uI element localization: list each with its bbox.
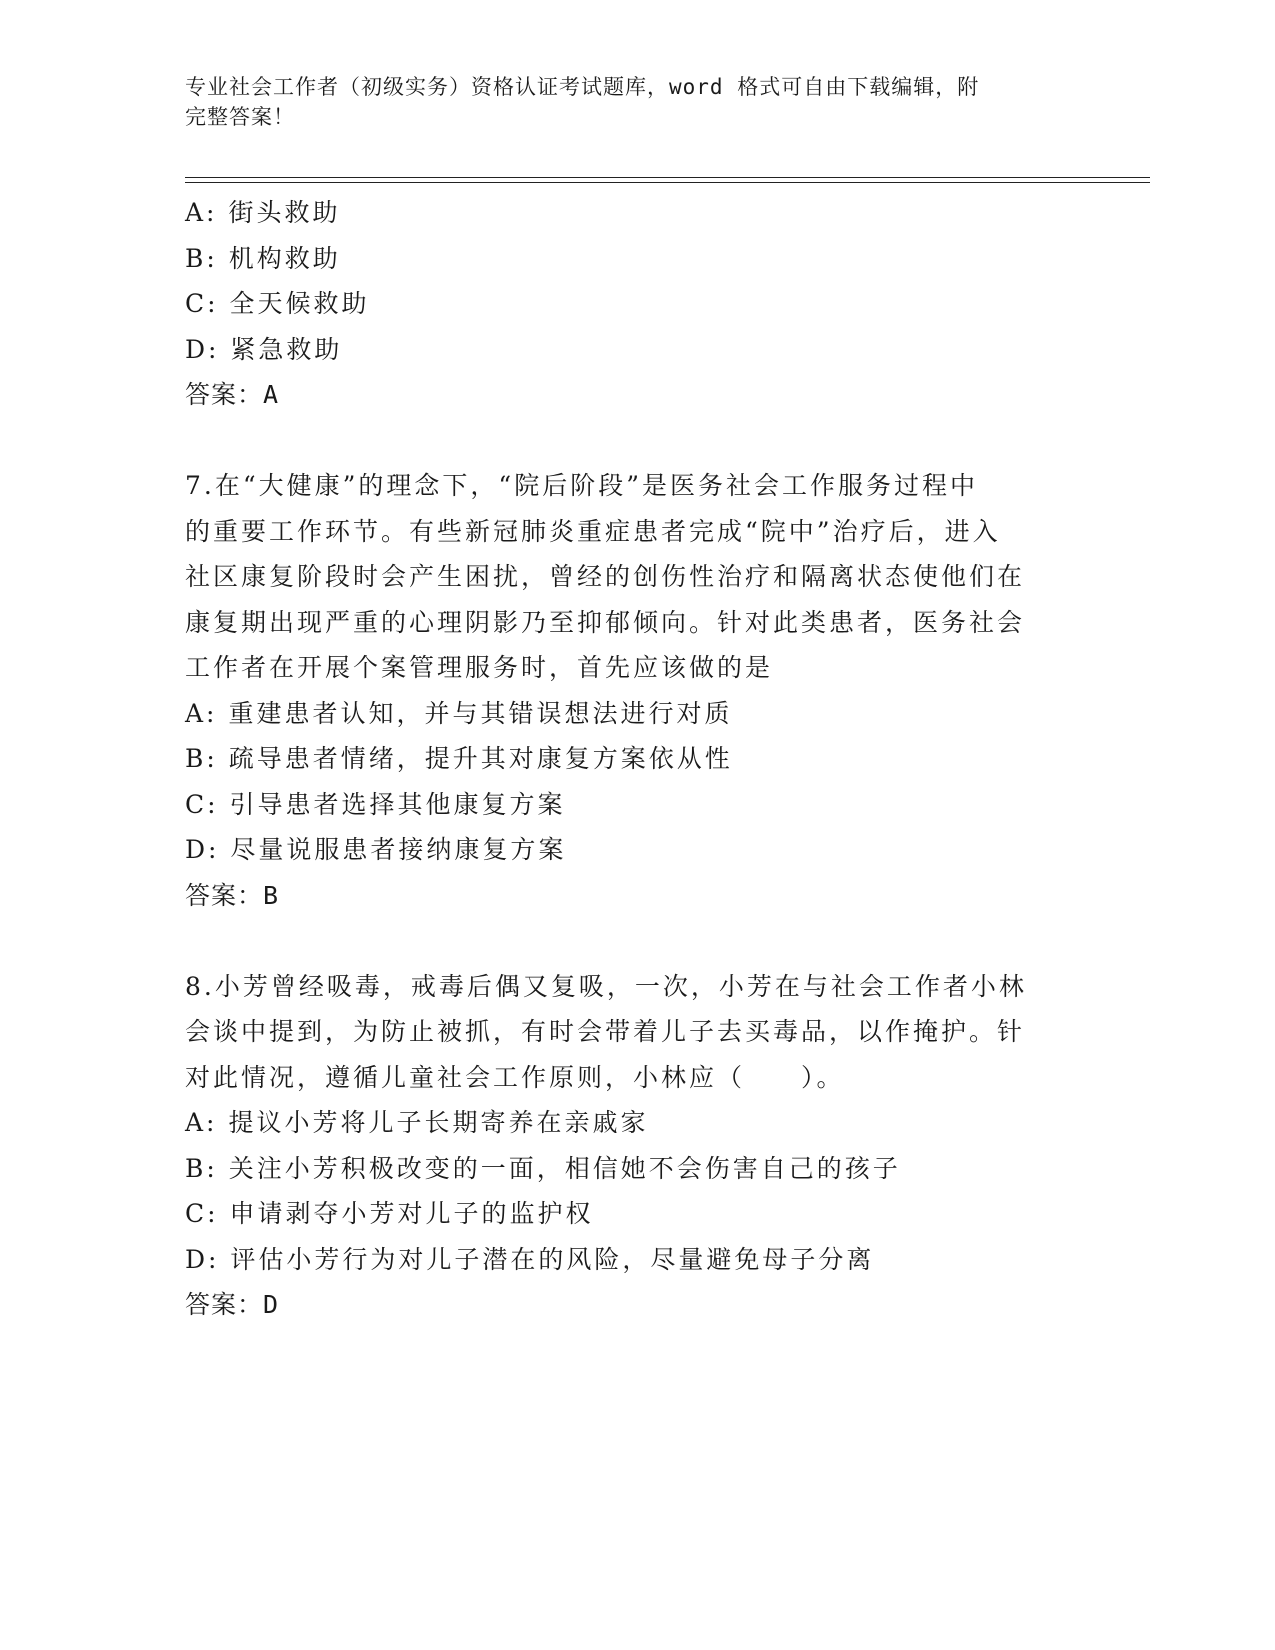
header-line-1: 专业社会工作者（初级实务）资格认证考试题库，word 格式可自由下载编辑，附 — [185, 75, 980, 99]
option-b: B: 机构救助 — [185, 243, 341, 273]
q8-option-c: C: 申请剥夺小芳对儿子的监护权 — [185, 1199, 594, 1228]
option-c: C: 全天候救助 — [185, 289, 370, 318]
question-8-line: 会谈中提到，为防止被抓，有时会带着儿子去买毒品，以作掩护。针 — [185, 1017, 1026, 1046]
option-a: A: 街头救助 — [185, 198, 341, 227]
page-header — [185, 72, 1065, 132]
question-8 — [185, 964, 1085, 1328]
prev-question-answer: 答案：A — [185, 380, 279, 409]
q8-option-b: B: 关注小芳积极改变的一面，相信她不会伤害自己的孩子 — [185, 1153, 901, 1183]
prev-question-options — [185, 190, 1085, 372]
question-7-line: 7.在“大健康”的理念下，“院后阶段”是医务社会工作服务过程中 — [185, 471, 978, 500]
option-d: D: 紧急救助 — [185, 334, 343, 364]
q7-option-b: B: 疏导患者情绪，提升其对康复方案依从性 — [185, 744, 733, 773]
question-7-line: 社区康复阶段时会产生困扰，曾经的创伤性治疗和隔离状态使他们在 — [185, 562, 1026, 591]
question-7 — [185, 463, 1085, 918]
question-8-line: 8.小芳曾经吸毒，戒毒后偶又复吸，一次，小芳在与社会工作者小林 — [185, 971, 1027, 1001]
q7-option-a: A: 重建患者认知，并与其错误想法进行对质 — [185, 698, 733, 728]
q7-option-d: D: 尽量说服患者接纳康复方案 — [185, 835, 567, 864]
q8-option-d: D: 评估小芳行为对儿子潜在的风险，尽量避免母子分离 — [185, 1244, 875, 1274]
question-7-line: 的重要工作环节。有些新冠肺炎重症患者完成“院中”治疗后，进入 — [185, 516, 1001, 546]
header-divider-bottom — [185, 182, 1150, 183]
question-8-line: 对此情况，遵循儿童社会工作原则，小林应（ ）。 — [185, 1062, 845, 1092]
question-7-line: 工作者在开展个案管理服务时，首先应该做的是 — [185, 653, 774, 682]
header-line-2: 完整答案！ — [185, 105, 295, 129]
header-divider-top — [185, 177, 1150, 178]
q7-answer: 答案：B — [185, 880, 279, 910]
q8-answer: 答案：D — [185, 1290, 279, 1319]
q7-option-c: C: 引导患者选择其他康复方案 — [185, 789, 566, 819]
question-7-line: 康复期出现严重的心理阴影乃至抑郁倾向。针对此类患者，医务社会 — [185, 607, 1026, 637]
q8-option-a: A: 提议小芳将儿子长期寄养在亲戚家 — [185, 1108, 649, 1137]
question-content — [185, 190, 1085, 1328]
